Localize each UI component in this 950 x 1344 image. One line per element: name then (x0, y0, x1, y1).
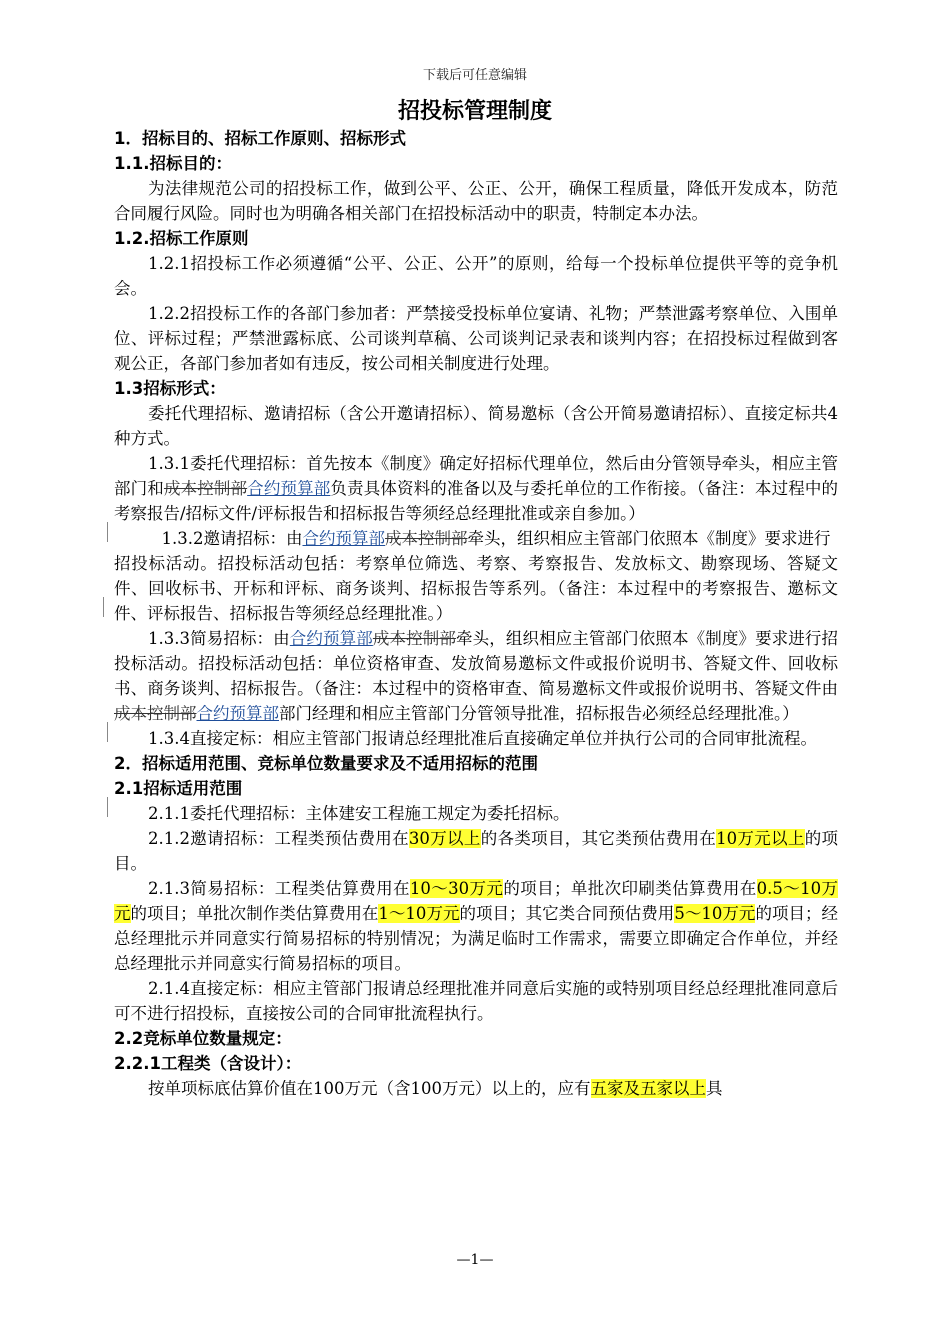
page-header: 下载后可任意编辑 (422, 68, 527, 83)
document-body (114, 126, 838, 1101)
paragraph: 2.1.4直接定标：相应主管部门报请总经理批准并同意后实施的或特别项目经总经理批准同意后可不进行招投标，直接按公司的合同审批流程执行。 (114, 979, 838, 1023)
deleted-text: 成本控制部 (384, 529, 468, 548)
subsection-heading: 1.2.招标工作原则 (114, 229, 249, 248)
text: 的项目；单批次印刷类估算费用在 (503, 879, 757, 898)
highlight: 30万以上 (408, 829, 481, 848)
inserted-text: 合约预算部 (289, 629, 373, 648)
revision-bar (107, 722, 108, 742)
highlight: 五家及五家以上 (590, 1079, 706, 1098)
highlight: 1～10万元 (378, 904, 460, 923)
revision-bar (107, 522, 108, 542)
deleted-text: 成本控制部 (114, 704, 197, 723)
paragraph: 1.3.4直接定标：相应主管部门报请总经理批准后直接确定单位并执行公司的合同审批流程。 (148, 729, 817, 748)
paragraph: 1.2.1招投标工作必须遵循“公平、公正、公开”的原则，给每一个投标单位提供平等的竞争机会。 (114, 254, 838, 298)
inserted-text: 合约预算部 (247, 479, 331, 498)
subsection-heading: 2.1招标适用范围 (114, 779, 243, 798)
document-title: 招投标管理制度 (397, 99, 552, 124)
revision-bar (107, 797, 108, 817)
text: 1.3.1委托代理招标：首先按本《制度》确定好招标代理单位，然后由分管领导牵头，相应主管部门和 (114, 454, 838, 498)
subsection-heading: 1.1.招标目的： (114, 154, 232, 173)
highlight: 10～30万元 (409, 879, 504, 898)
paragraph (114, 526, 838, 551)
subsection-heading: 1.3招标形式： (114, 379, 226, 398)
text: 1.3.3简易招标：由 (148, 629, 290, 648)
inserted-text: 合约预算部 (196, 704, 279, 723)
paragraph (114, 626, 838, 726)
highlight: 5～10万元 (674, 904, 756, 923)
subsection-heading: 2.2.1工程类（含设计）： (114, 1054, 302, 1073)
text: 的项目。 (114, 829, 839, 873)
section-heading: 2．招标适用范围、竞标单位数量要求及不适用招标的范围 (114, 754, 538, 773)
text: 负责具体资料的准备以及与委托单位的工作衔接。（备注：本过程中的考察报告/招标文件/评标报告和招标报告等须经总经理批准或亲自参加。） (114, 479, 839, 523)
paragraph: 为法律规范公司的招投标工作，做到公平、公正、公开，确保工程质量，降低开发成本，防范合同履行风险。同时也为明确各相关部门在招投标活动中的职责，特制定本办法。 (114, 179, 838, 223)
paragraph: 委托代理招标、邀请招标（含公开邀请招标）、简易邀标（含公开简易邀请招标）、直接定标共4种方式。 (114, 404, 838, 448)
text: 的各类项目，其它类预估费用在 (480, 829, 717, 848)
text: 2.1.2邀请招标：工程类预估费用在 (148, 829, 409, 848)
text: 的项目；其它类合同预估费用 (459, 904, 675, 923)
section-heading: 1．招标目的、招标工作原则、招标形式 (114, 129, 406, 148)
revision-bar (103, 597, 104, 617)
paragraph: 2.1.1委托代理招标：主体建安工程施工规定为委托招标。 (148, 804, 570, 823)
highlight: 0.5～10万元 (114, 879, 839, 923)
subsection-heading: 2.2竞标单位数量规定： (114, 1029, 292, 1048)
page-number: —1— (456, 1252, 494, 1268)
paragraph: 招投标活动。招投标活动包括：考察单位筛选、考察、考察报告、发放标文、勘察现场、答疑文件、回收标书、开标和评标、商务谈判、招标报告等系列。（备注：本过程中的考察报告、邀标文件、评标报告、招标报告等须经总经理批准。） (114, 554, 838, 623)
text: 2.1.3简易招标：工程类估算费用在 (148, 879, 410, 898)
text: 1.3.2邀请招标：由 (161, 529, 303, 548)
deleted-text: 成本控制部 (163, 479, 248, 498)
highlight: 10万元以上 (716, 829, 805, 848)
text: 牵头，组织相应主管部门依照本《制度》要求进行 (467, 529, 831, 548)
paragraph (114, 876, 838, 976)
text: 按单项标底估算价值在100万元（含100万元）以上的，应有 (148, 1079, 591, 1098)
paragraph (114, 1076, 838, 1101)
text: 的项目；单批次制作类估算费用在 (130, 904, 379, 923)
text: 的项目；经总经理批示并同意实行简易招标的特别情况；为满足临时工作需求，需要立即确定合作单位，并经总经理批示并同意实行简易招标的项目。 (114, 904, 839, 973)
paragraph (114, 826, 838, 876)
inserted-text: 合约预算部 (302, 529, 385, 548)
text: 部门经理和相应主管部门分管领导批准，招标报告必须经总经理批准。） (279, 704, 799, 723)
deleted-text: 成本控制部 (372, 629, 456, 648)
text: 具 (706, 1079, 723, 1098)
text: 牵头，组织相应主管部门依照本《制度》要求进行招投标活动。招投标活动包括：单位资格审查、发放简易邀标文件或报价说明书、答疑文件、回收标书、商务谈判、招标报告。（备注：本过程中的资格审查、简易邀标文件或报价说明书、答疑文件由 (114, 629, 839, 698)
paragraph: 1.2.2招投标工作的各部门参加者：严禁接受投标单位宴请、礼物；严禁泄露考察单位、入围单位、评标过程；严禁泄露标底、公司谈判草稿、公司谈判记录表和谈判内容；在招投标过程做到客观公正，各部门参加者如有违反，按公司相关制度进行处理。 (114, 304, 838, 373)
paragraph (114, 451, 838, 526)
